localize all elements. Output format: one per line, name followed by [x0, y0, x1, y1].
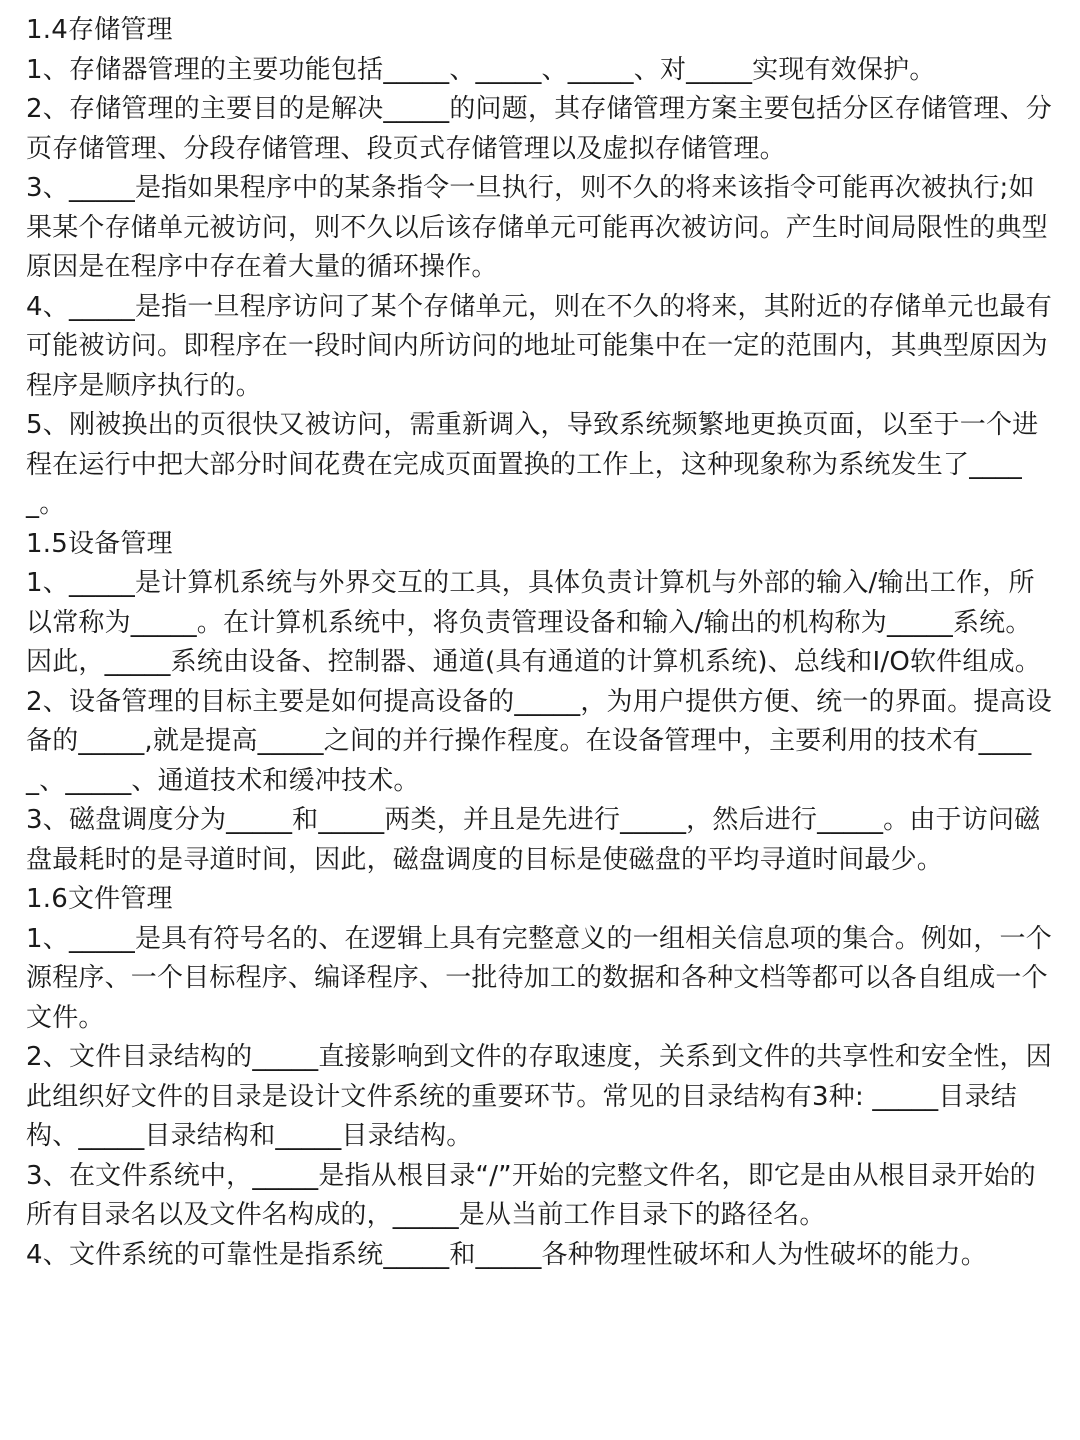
device-question-1: 1、_____是计算机系统与外界交互的工具，具体负责计算机与外部的输入/输出工作，所以常称为_____。在计算机系统中，将负责管理设备和输入/输出的机构称为_____系统。	[26, 568, 1035, 638]
storage-question-3: 3、_____是指如果程序中的某条指令一旦执行，则不久的将来该指令可能再次被执行;如果某个存储单元被访问，则不久以后该存储单元可能再次被访问。产生时间局限性的典型原因是在程序中存在着大量的循环操作。	[26, 173, 1048, 282]
storage-question-2: 2、存储管理的主要目的是解决_____的问题，其存储管理方案主要包括分区存储管理、分页存储管理、分段存储管理、段页式存储管理以及虚拟存储管理。	[26, 94, 1052, 164]
section-title-file: 1.6文件管理	[26, 884, 173, 914]
storage-question-1: 1、存储器管理的主要功能包括_____、_____、_____、对_____实现有效保护。	[26, 54, 936, 85]
file-question-1: 1、_____是具有符号名的、在逻辑上具有完整意义的一组相关信息项的集合。例如，一个源程序、一个目标程序、编译程序、一批待加工的数据和各种文档等都可以各自组成一个文件。	[26, 923, 1052, 1033]
device-question-2: 2、设备管理的目标主要是如何提高设备的_____，为用户提供方便、统一的界面。提高设备的_____,就是提高_____之间的并行操作程度。在设备管理中，主要利用的技术有_____、_____、通道技术和缓冲技术。	[26, 686, 1052, 796]
document-body	[26, 11, 1056, 1275]
storage-question-5: 5、刚被换出的页很快又被访问，需重新调入，导致系统频繁地更换页面，以至于一个进程在运行中把大部分时间花费在完成页面置换的工作上，这种现象称为系统发生了_____。	[26, 410, 1039, 519]
file-question-4: 4、文件系统的可靠性是指系统_____和_____各种物理性破坏和人为性破坏的能力。	[26, 1239, 987, 1270]
file-question-3: 3、在文件系统中，_____是指从根目录“/”开始的完整文件名，即它是由从根目录开始的所有目录名以及文件名构成的，_____是从当前工作目录下的路径名。	[26, 1160, 1036, 1230]
section-title-storage: 1.4存储管理	[26, 15, 173, 45]
file-question-2: 2、文件目录结构的_____直接影响到文件的存取速度，关系到文件的共享性和安全性，因此组织好文件的目录是设计文件系统的重要环节。常见的目录结构有3种: _____目录结构、_____目录结构和_____目录结构。	[26, 1042, 1052, 1151]
storage-question-4: 4、_____是指一旦程序访问了某个存储单元，则在不久的将来，其附近的存储单元也最有可能被访问。即程序在一段时间内所访问的地址可能集中在一定的范围内，其典型原因为程序是顺序执行的。	[26, 291, 1052, 401]
device-question-1-cont: 因此，_____系统由设备、控制器、通道(具有通道的计算机系统)、总线和I/O软件组成。	[26, 647, 1041, 677]
section-title-device: 1.5设备管理	[26, 528, 173, 559]
device-question-3: 3、磁盘调度分为_____和_____两类，并且是先进行_____，然后进行_____。由于访问磁盘最耗时的是寻道时间，因此，磁盘调度的目标是使磁盘的平均寻道时间最少。	[26, 805, 1041, 875]
